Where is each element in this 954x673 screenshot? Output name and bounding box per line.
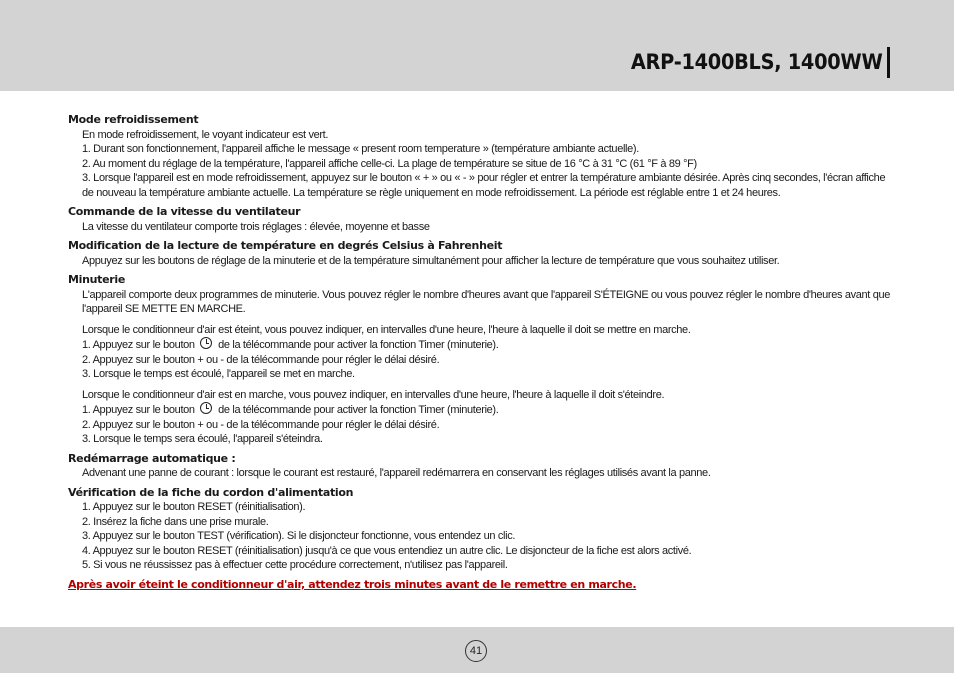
header-band (0, 0, 954, 91)
step-text: de la télécommande pour activer la fonction Timer (minuterie). (218, 339, 499, 351)
section-cooling-mode (68, 113, 898, 200)
paragraph: En mode refroidissement, le voyant indicateur est vert. (82, 128, 329, 141)
clock-icon (200, 337, 212, 349)
paragraph: La vitesse du ventilateur comporte trois réglages : élevée, moyenne et basse (82, 220, 430, 233)
paragraph: Advenant une panne de courant : lorsque le courant est restauré, l'appareil redémarrera en conservant les réglages utilisés avant la panne. (82, 467, 711, 479)
section-fan-speed (68, 205, 898, 234)
section-temperature-units (68, 239, 898, 268)
warning-note: Après avoir éteint le conditionneur d'air, attendez trois minutes avant de le remettre en marche. (68, 577, 637, 591)
step-text: 1. Appuyez sur le bouton (82, 339, 195, 351)
section-title: Vérification de la fiche du cordon d'alimentation (68, 485, 354, 499)
list-item: 2. Appuyez sur le bouton + ou - de la télécommande pour régler le délai désiré. (82, 418, 440, 431)
model-title: ARP-1400BLS, 1400WW (630, 50, 882, 74)
list-item: 4. Appuyez sur le bouton RESET (réinitialisation) jusqu'à ce que vous entendiez un autre clic. Le disjoncteur de la fiche est alors activé. (82, 544, 692, 557)
list-item: 5. Si vous ne réussissez pas à effectuer cette procédure correctement, n'utilisez pas l'appareil. (82, 559, 508, 571)
list-item (68, 402, 898, 418)
paragraph: Lorsque le conditionneur d'air est en marche, vous pouvez indiquer, en intervalles d'une heure, l'heure à laquelle il doit s'éteindre. (82, 388, 665, 401)
list-item: 3. Lorsque le temps sera écoulé, l'appareil s'éteindra. (82, 433, 323, 445)
step-text: 1. Appuyez sur le bouton (82, 404, 195, 416)
list-item: 2. Insérez la fiche dans une prise murale. (82, 515, 269, 528)
section-timer (68, 273, 898, 447)
section-title: Redémarrage automatique : (68, 451, 236, 465)
list-item: 3. Lorsque l'appareil est en mode refroidissement, appuyez sur le bouton « + » ou « - » pour régler et entrer la température ambiante désirée. Après cinq secondes, l'écran affiche de nouveau la température ambiante actuelle. La température se règle uniquement en mode refroidissement. La période est réglable entre 1 et 24 heures. (82, 172, 886, 199)
clock-icon (200, 402, 212, 414)
section-title: Commande de la vitesse du ventilateur (68, 205, 301, 218)
list-item: 1. Durant son fonctionnement, l'appareil affiche le message « present room temperature » (température ambiante actuelle). (82, 143, 639, 155)
section-title: Modification de la lecture de température en degrés Celsius à Fahrenheit (68, 239, 503, 252)
list-item (68, 337, 898, 353)
list-item: 3. Appuyez sur le bouton TEST (vérification). Si le disjoncteur fonctionne, vous entendez un clic. (82, 530, 516, 542)
paragraph: Lorsque le conditionneur d'air est éteint, vous pouvez indiquer, en intervalles d'une heure, l'heure à laquelle il doit se mettre en marche. (82, 323, 691, 336)
list-item: 2. Appuyez sur le bouton + ou - de la télécommande pour régler le délai désiré. (82, 353, 440, 366)
section-auto-restart (68, 452, 898, 481)
section-title: Minuterie (68, 273, 126, 286)
step-text: de la télécommande pour activer la fonction Timer (minuterie). (218, 404, 499, 416)
page-number: 41 (465, 640, 487, 662)
list-item: 3. Lorsque le temps est écoulé, l'appareil se met en marche. (82, 368, 355, 380)
list-item: 2. Au moment du réglage de la température, l'appareil affiche celle-ci. La plage de température se situe de 16 °C à 31 °C (61 °F à 89 °F) (82, 157, 697, 170)
title-divider-bar (887, 47, 890, 78)
paragraph: L'appareil comporte deux programmes de minuterie. Vous pouvez régler le nombre d'heures avant que l'appareil S'ÉTEIGNE ou vous pouvez régler le nombre d'heures avant que l'appareil SE METTE EN MARCHE. (82, 288, 891, 315)
list-item: 1. Appuyez sur le bouton RESET (réinitialisation). (82, 501, 306, 513)
section-plug-check (68, 486, 898, 573)
section-title: Mode refroidissement (68, 113, 199, 126)
paragraph: Appuyez sur les boutons de réglage de la minuterie et de la température simultanément pour afficher la lecture de température que vous souhaitez utiliser. (82, 254, 780, 267)
manual-content (68, 113, 898, 592)
